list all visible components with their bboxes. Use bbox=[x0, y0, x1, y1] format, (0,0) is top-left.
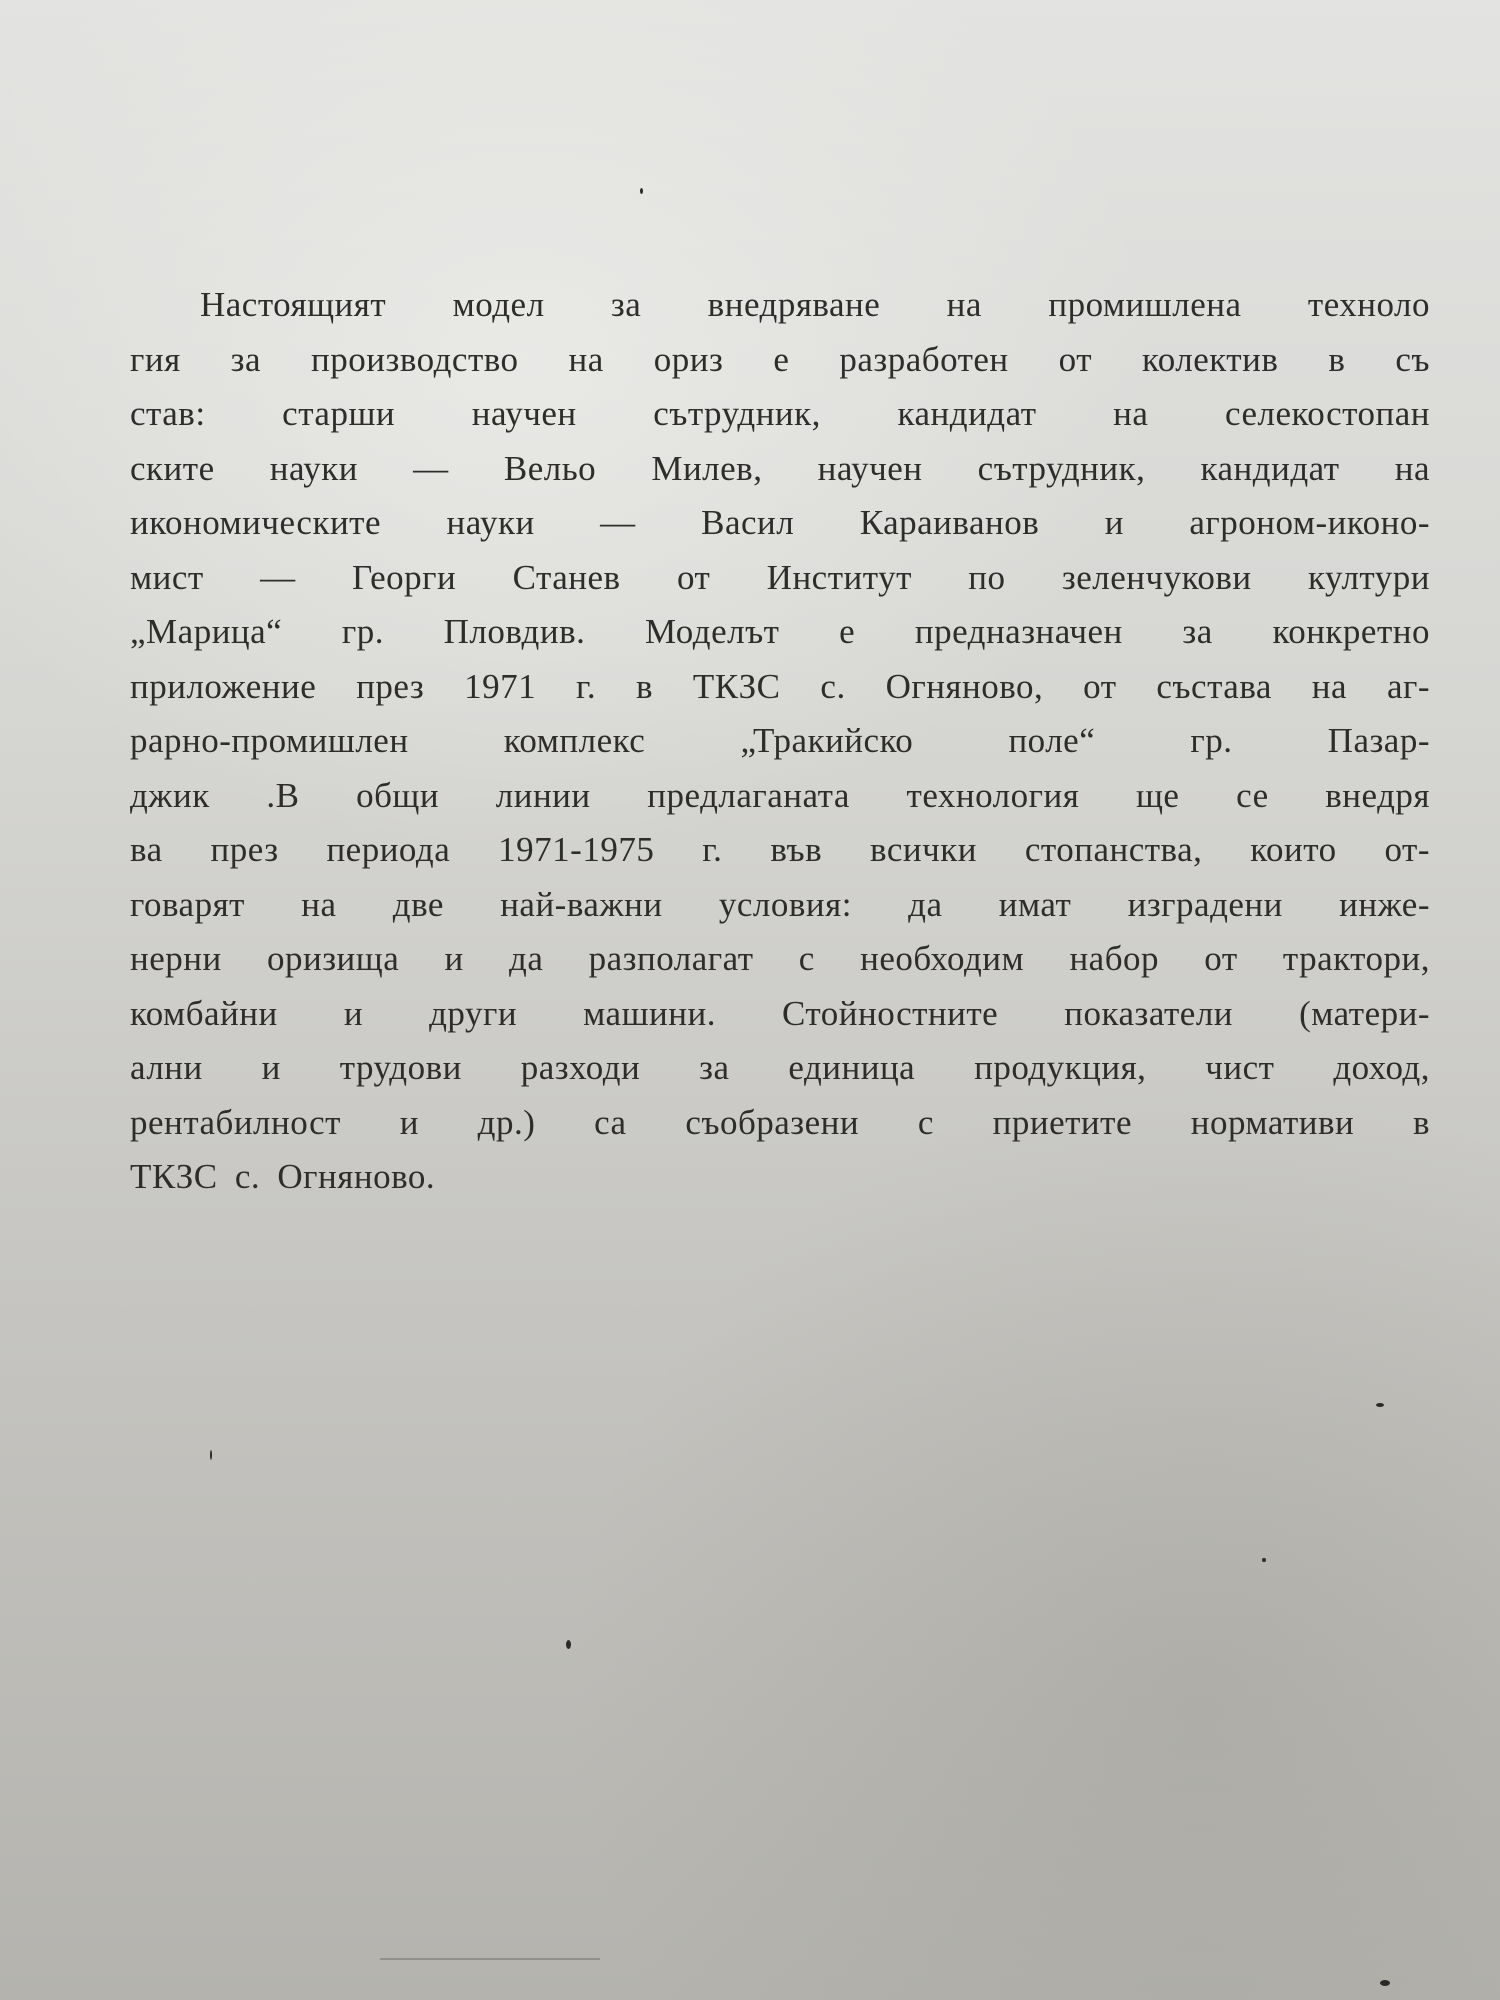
paragraph-line: ални и трудови разходи за единица продукция, чист доход, bbox=[130, 1048, 1430, 1087]
paragraph-line: икономическите науки — Васил Караиванов и агроном-иконо- bbox=[130, 503, 1430, 542]
paragraph-line: ТКЗС с. Огняново. bbox=[130, 1157, 436, 1196]
paper-speck bbox=[1262, 1558, 1266, 1562]
paragraph-line: ва през периода 1971-1975 г. във всички стопанства, които от- bbox=[130, 830, 1430, 869]
paragraph-line: рарно-промишлен комплекс „Тракийско поле“ гр. Пазар- bbox=[130, 721, 1430, 760]
paragraph-line: приложение през 1971 г. в ТКЗС с. Огняново, от състава на аг- bbox=[130, 666, 1430, 706]
paragraph bbox=[130, 278, 1430, 1205]
paragraph-line: став: старши научен сътрудник, кандидат на селекостопан bbox=[130, 394, 1430, 433]
paper-streak bbox=[380, 1958, 600, 1960]
paragraph-line: ските науки — Вельо Милев, научен сътрудник, кандидат на bbox=[130, 448, 1430, 488]
paragraph-line: говарят на две най-важни условия: да имат изградени инже- bbox=[130, 884, 1430, 924]
paper-speck bbox=[566, 1640, 571, 1649]
paragraph-line: Настоящият модел за внедряване на промишлена техноло bbox=[200, 285, 1430, 324]
paper-speck bbox=[1380, 1980, 1390, 1986]
paper-speck bbox=[640, 188, 643, 194]
paragraph-line: нерни оризища и да разполагат с необходим набор от трактори, bbox=[130, 939, 1430, 978]
paper-speck bbox=[1376, 1403, 1384, 1407]
paragraph-line: комбайни и други машини. Стойностните показатели (матери- bbox=[130, 993, 1430, 1033]
paragraph-line: мист — Георги Станев от Институт по зеленчукови култури bbox=[130, 557, 1430, 597]
paragraph-line: гия за производство на ориз е разработен от колектив в съ bbox=[130, 339, 1430, 379]
paragraph-line: „Марица“ гр. Пловдив. Моделът е предназначен за конкретно bbox=[130, 612, 1430, 651]
paragraph-line: джик .В общи линии предлаганата технология ще се внедря bbox=[130, 775, 1430, 815]
paper-speck bbox=[210, 1450, 212, 1460]
paragraph-line: рентабилност и др.) са съобразени с приетите нормативи в bbox=[130, 1102, 1430, 1142]
